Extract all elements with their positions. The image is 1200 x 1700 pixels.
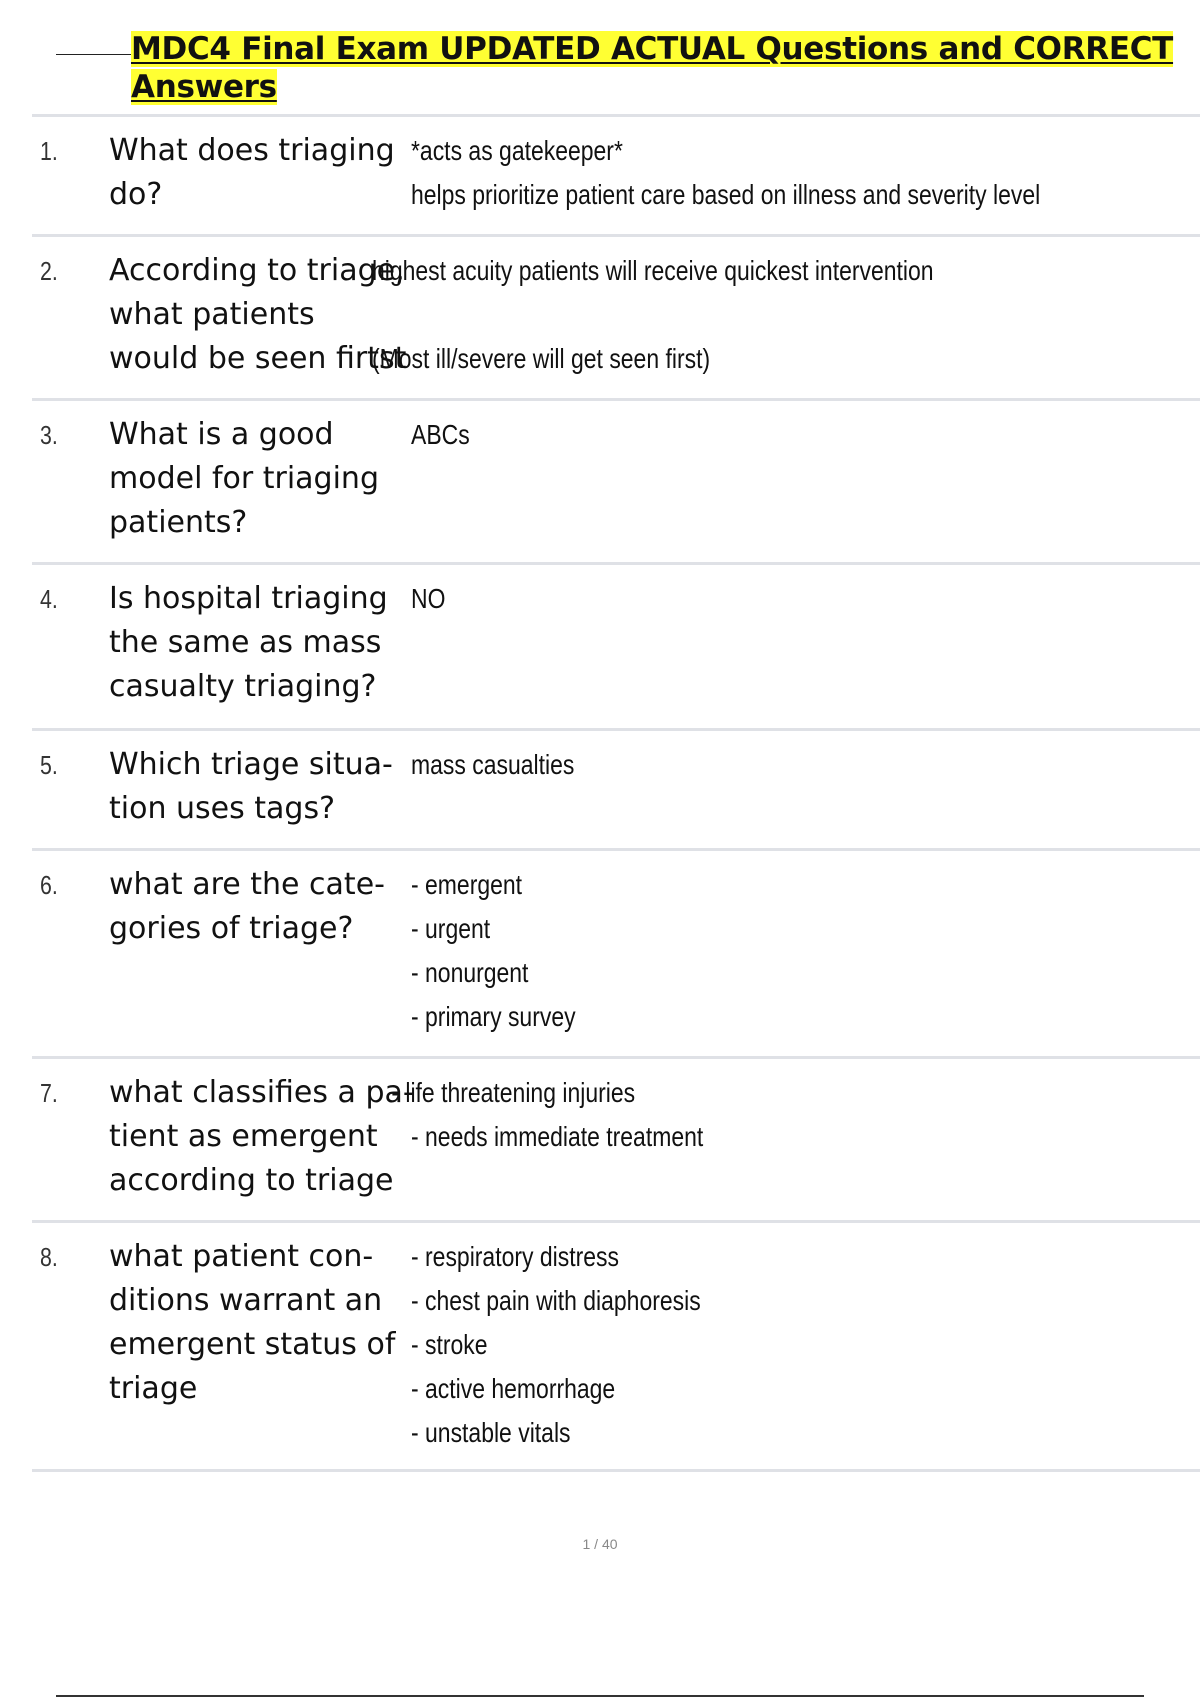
card-number: 3. (40, 420, 58, 450)
card-number: 2. (40, 256, 58, 286)
card-answer: highest acuity patients will receive quickest intervention (Most ill/severe will get seen first) (372, 255, 934, 374)
title-leader-rule (56, 54, 131, 55)
card-answer: mass casualties (411, 749, 575, 780)
card-number: 6. (40, 870, 58, 900)
flashcard-1 (32, 114, 1200, 234)
card-number: 5. (40, 750, 58, 780)
card-question: What is a good model for triaging patients? (109, 417, 379, 540)
title-line-1: MDC4 Final Exam UPDATED ACTUAL Questions and CORRECT (131, 31, 1174, 67)
flashcard-4 (32, 562, 1200, 728)
page-number: 1 / 40 (582, 1536, 618, 1552)
flashcard-8 (32, 1220, 1200, 1472)
card-number: 8. (40, 1242, 58, 1272)
flashcard-list (32, 114, 1200, 1472)
title-line-2: Answers (131, 69, 277, 105)
flashcard-5 (32, 728, 1200, 848)
card-number: 7. (40, 1078, 58, 1108)
card-number: 1. (40, 136, 58, 166)
card-answer: - respiratory distress - chest pain with diaphoresis - stroke - active hemorrhage - unstable vitals (411, 1241, 701, 1448)
card-question: According to triage, what patients would be seen firtst (109, 253, 407, 376)
card-question: what classifies a pa- tient as emergent according to triage (109, 1075, 414, 1198)
card-answer: ABCs (411, 419, 470, 450)
flashcard-2 (32, 234, 1200, 398)
page-bottom-rule (56, 1695, 1144, 1697)
card-question: what are the cate- gories of triage? (109, 867, 385, 946)
card-answer: - life threatening injuries - needs immediate treatment (391, 1077, 704, 1152)
card-question: what patient con- ditions warrant an emergent status of triage (109, 1239, 396, 1406)
flashcard-3 (32, 398, 1200, 562)
card-question: Is hospital triaging the same as mass casualty triaging? (109, 581, 388, 704)
card-question: What does triaging do? (109, 133, 395, 212)
flashcard-7 (32, 1056, 1200, 1220)
document-title (131, 30, 1176, 106)
card-number: 4. (40, 584, 58, 614)
flashcard-6 (32, 848, 1200, 1056)
card-question: Which triage situa- tion uses tags? (109, 747, 393, 826)
card-answer: *acts as gatekeeper* helps prioritize patient care based on illness and severity level (411, 135, 1041, 210)
card-answer: NO (411, 583, 446, 614)
card-answer: - emergent - urgent - nonurgent - primary survey (411, 869, 576, 1032)
